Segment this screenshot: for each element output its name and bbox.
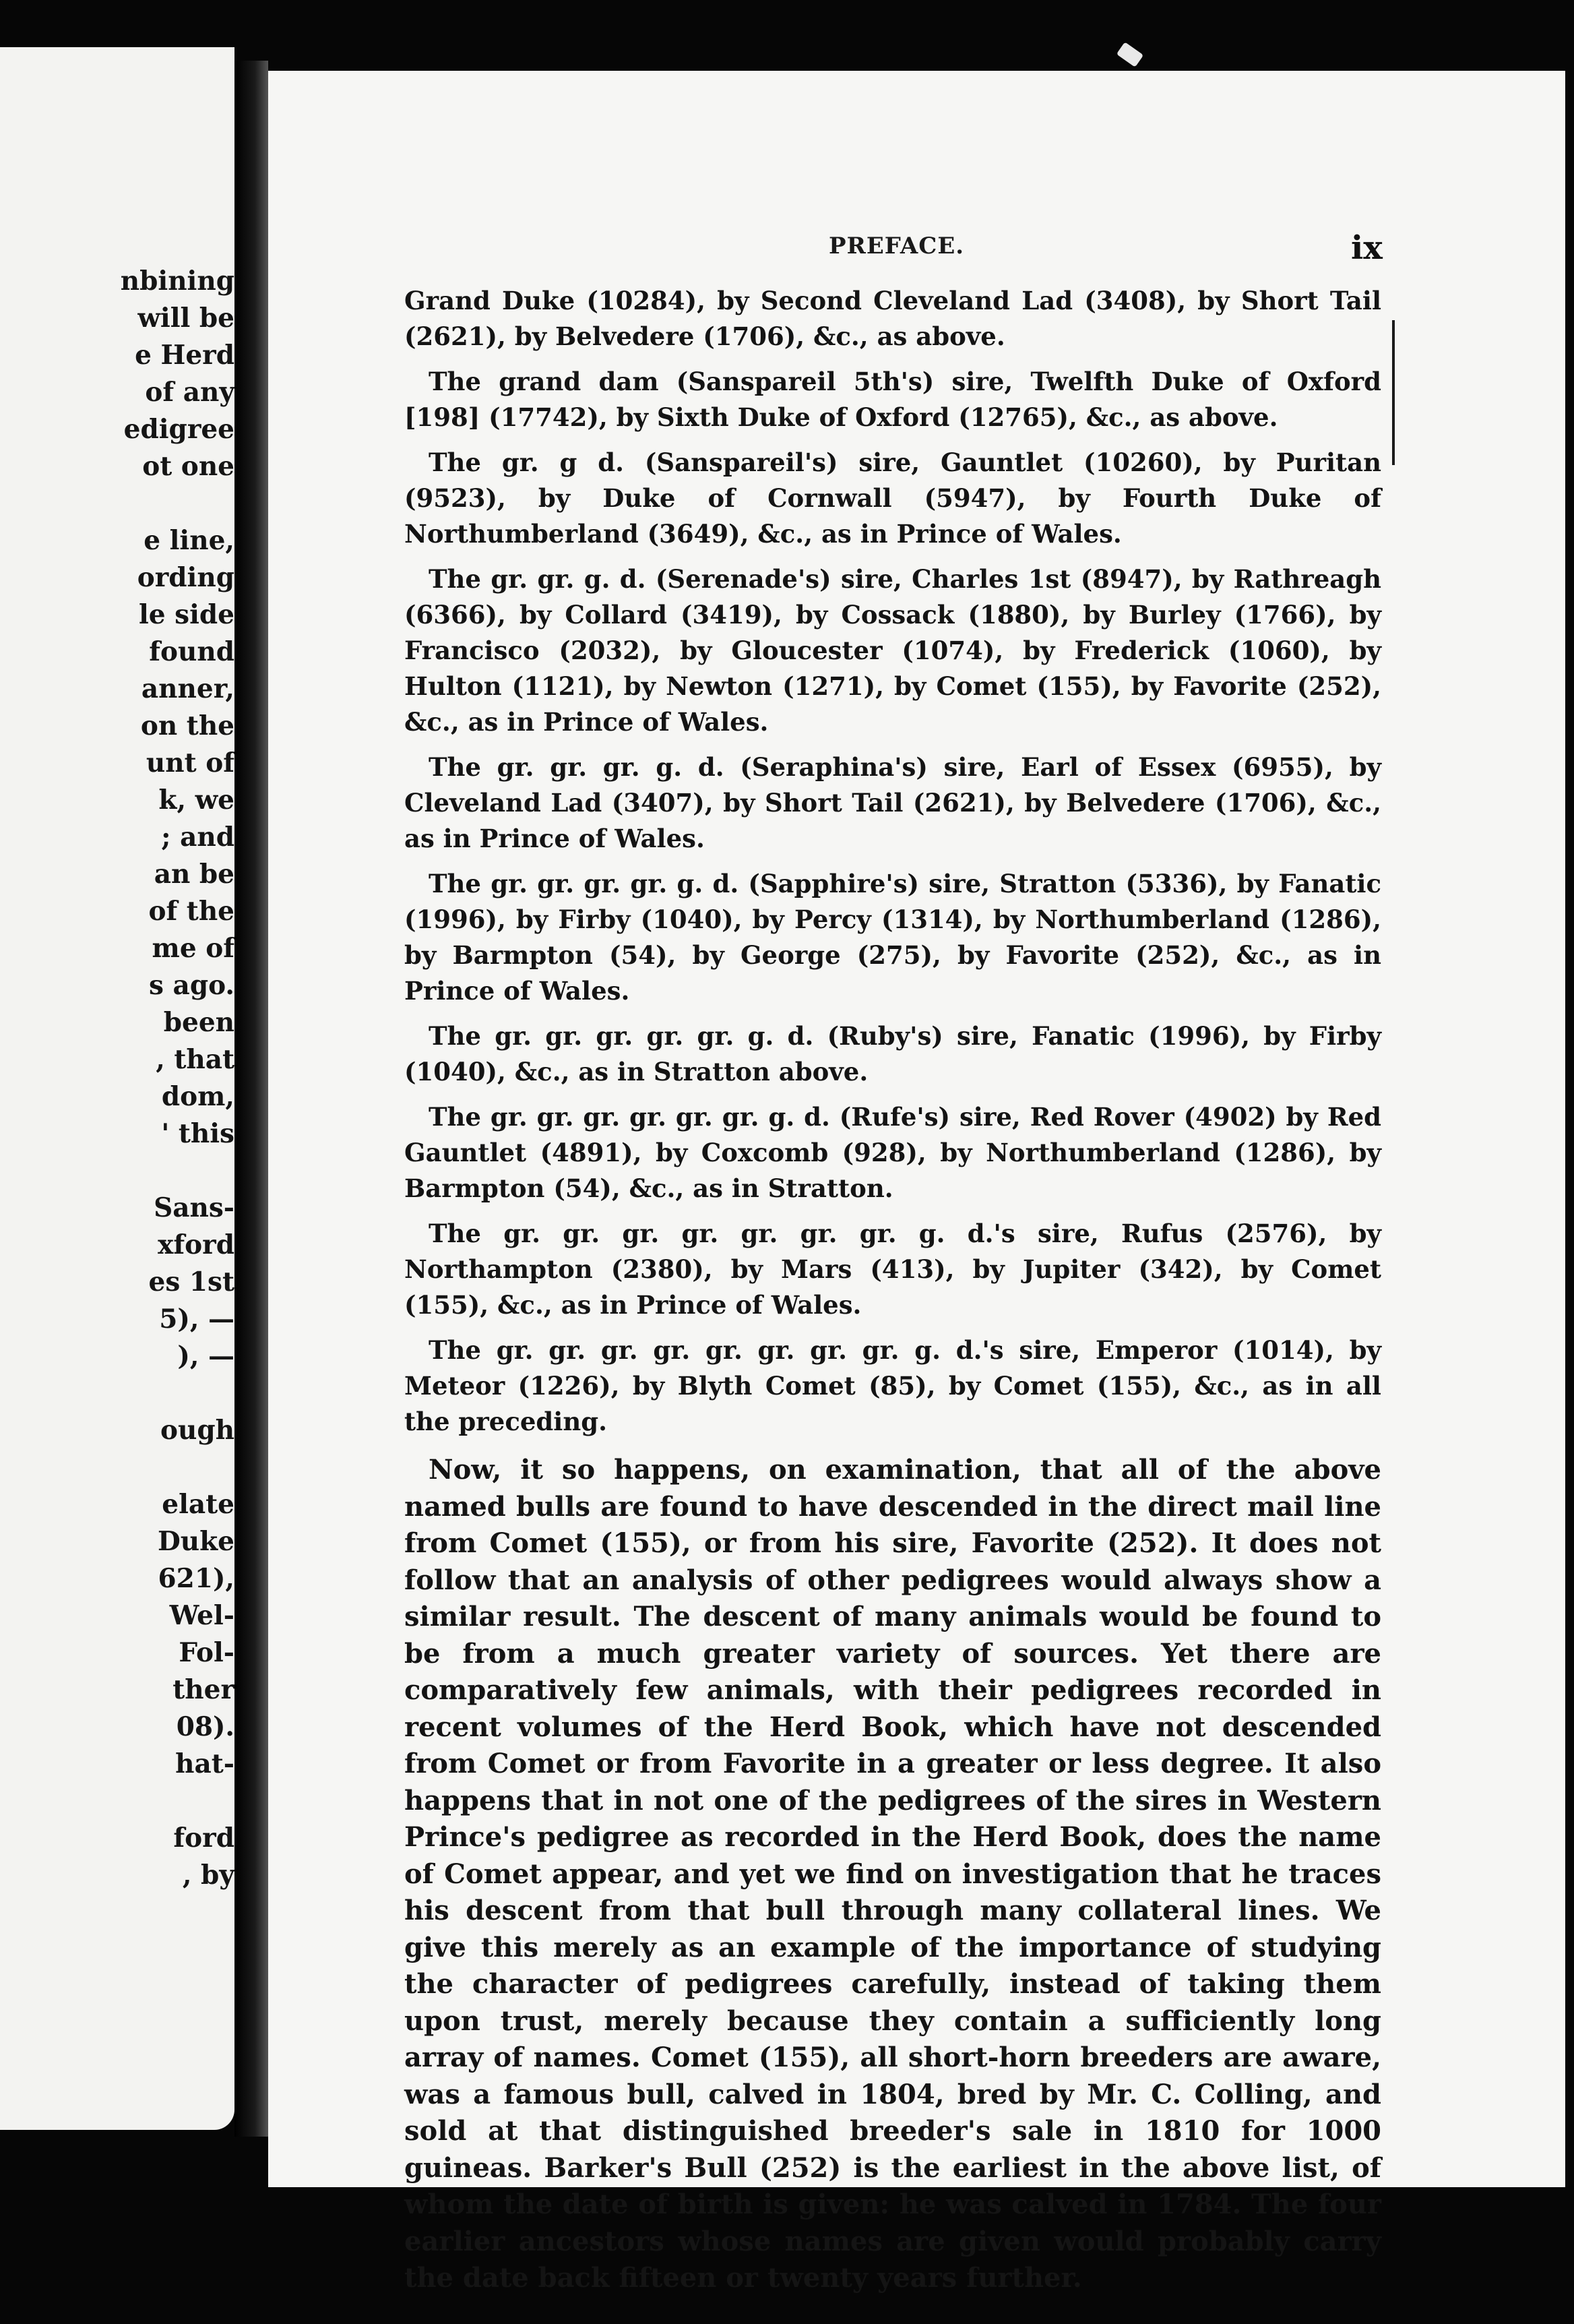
left-page-fragment: ' this [161,1118,234,1149]
book-gutter [234,61,268,2137]
text-column [404,283,1381,2324]
left-page-fragment: es 1st [148,1266,234,1297]
pedigree-entry: The gr. gr. gr. gr. gr. gr. gr. gr. g. d.'s sire, Emperor (1014), by Meteor (1226), by Blyth Comet (85), by Comet (155), &c., as in all the preceding. [404,1335,1381,1436]
left-page-fragment: ther [172,1674,234,1705]
left-page-fragment: unt of [146,747,234,778]
page-number: ix [1351,229,1383,267]
left-page-fragment: been [163,1007,234,1038]
pedigree-entry: The grand dam (Sanspareil 5th's) sire, Twelfth Duke of Oxford [198] (17742), by Sixth Duke of Oxford (12765), &c., as above. [404,367,1381,432]
left-page-fragment: le side [138,599,234,630]
left-page-gap [5,485,234,522]
pedigree-entry: The gr. gr. gr. gr. gr. gr. gr. g. d.'s sire, Rufus (2576), by Northampton (2380), by Mars (413), by Jupiter (342), by Comet (155), &c., as in Prince of Wales. [404,1219,1381,1320]
left-page-fragment: anner, [141,673,234,704]
left-page-fragment: ; and [161,822,234,853]
left-page-fragment: me of [152,933,234,964]
margin-bar [1392,320,1395,465]
left-page-fragment: k, we [158,785,234,816]
pedigree-entry: The gr. gr. gr. gr. gr. gr. g. d. (Rufe's) sire, Red Rover (4902) by Red Gauntlet (4891), by Coxcomb (928), by Northumberland (1286), by Barmpton (54), &c., as in Stratton. [404,1102,1381,1203]
pedigree-entry: The gr. gr. gr. gr. g. d. (Sapphire's) sire, Stratton (5336), by Fanatic (1996), by Firby (1040), by Percy (1314), by Northumberland (1286), by Barmpton (54), by George (275), by Favorite (252), &c., as in Prince of Wales. [404,869,1381,1006]
left-page-fragment: s ago. [149,970,234,1001]
left-page-fragment: Duke [157,1526,234,1557]
pedigree-entry: Grand Duke (10284), by Second Cleveland Lad (3408), by Short Tail (2621), by Belvedere (1706), &c., as above. [404,286,1381,351]
pedigree-entry: The gr. gr. g. d. (Serenade's) sire, Charles 1st (8947), by Rathreagh (6366), by Collard (3419), by Cossack (1880), by Burley (1766), by Francisco (2032), by Gloucester (1074), by Frederick (1060), by Hulton (1121), by Newton (1271), by Comet (155), by Favorite (252), &c., as in Prince of Wales. [404,564,1381,737]
body-paragraph: Now, it so happens, on examination, that all of the above named bulls are found to have descended in the direct mail line from Comet (155), or from his sire, Favorite (252). It does not follow that an analysis of other pedigrees would always show a similar result. The descent of many animals would be found to be from a much greater variety of sources. Yet there are comparatively few animals, with their pedigrees recorded in recent volumes of the Herd Book, which have not descended from Comet or from Favorite in a greater or less degree. It also happens that in not one of the pedigrees of the sires in Western Prince's pedigree as recorded in the Herd Book, does the name of Comet appear, and yet we find on investigation that he traces his descent from that bull through many collateral lines. We give this merely as an example of the importance of studying the character of pedigrees carefully, instead of taking them upon trust, merely because they contain a sufficiently long array of names. Comet (155), all short-horn breeders are aware, was a famous bull, calved in 1804, bred by Mr. C. Colling, and sold at that distinguished breeder's sale in 1810 for 1000 guineas. Barker's Bull (252) is the earliest in the above list, of whom the date of birth is given: he was calved in 1784. The four earlier ancestors whose names are given would probably carry the date back fifteen or twenty years further. [404,1454,1381,2294]
scan-artifact [1116,42,1143,67]
left-page-fragment: ), — [177,1341,234,1372]
left-page-fragment: Wel- [169,1600,234,1631]
left-page-fragment: 621), [158,1563,234,1594]
left-page-text-fragments [5,263,234,1894]
left-page-fragment: , that [156,1044,234,1075]
running-head: PREFACE. [829,233,965,259]
left-page-fragment: xford [158,1229,234,1260]
left-page-fragment: Sans- [154,1192,234,1223]
left-page-fragment: elate [162,1489,234,1520]
left-page-gap [5,1783,234,1820]
left-page-fragment: e Herd [135,340,234,371]
left-page-gap [5,1449,234,1486]
left-page-fragment: ough [160,1415,234,1446]
left-page-fragment: found [149,636,234,667]
left-page-fragment: will be [137,303,234,334]
left-page-fragment: on the [140,710,234,741]
left-page-fragment: dom, [161,1081,234,1112]
left-page-fragment: Fol- [179,1637,234,1668]
left-page-fragment: edigree [123,414,234,445]
left-page-fragment: 5), — [159,1304,234,1335]
pedigree-entry: The gr. gr. gr. g. d. (Seraphina's) sire, Earl of Essex (6955), by Cleveland Lad (3407), by Short Tail (2621), by Belvedere (1706), &c., as in Prince of Wales. [404,752,1381,853]
left-page-fragment: , by [182,1860,234,1891]
left-page-fragment: ording [137,562,234,593]
left-page-fragment: an be [154,859,234,890]
left-page-fragment: nbining [120,266,234,297]
left-page-fragment: of the [148,896,234,927]
left-page-fragment: 08). [176,1711,234,1742]
pedigree-entry: The gr. g d. (Sanspareil's) sire, Gauntlet (10260), by Puritan (9523), by Duke of Cornwall (5947), by Fourth Duke of Northumberland (3649), &c., as in Prince of Wales. [404,448,1381,549]
pedigree-entry: The gr. gr. gr. gr. gr. g. d. (Ruby's) sire, Fanatic (1996), by Firby (1040), &c., as in Stratton above. [404,1021,1381,1087]
left-page [0,47,234,2130]
left-page-fragment: ford [173,1823,234,1854]
left-page-fragment: ot one [142,451,234,482]
left-page-fragment: hat- [175,1748,234,1779]
left-page-gap [5,1153,234,1190]
left-page-gap [5,1375,234,1412]
left-page-fragment: of any [145,377,234,408]
left-page-fragment: e line, [144,525,234,556]
